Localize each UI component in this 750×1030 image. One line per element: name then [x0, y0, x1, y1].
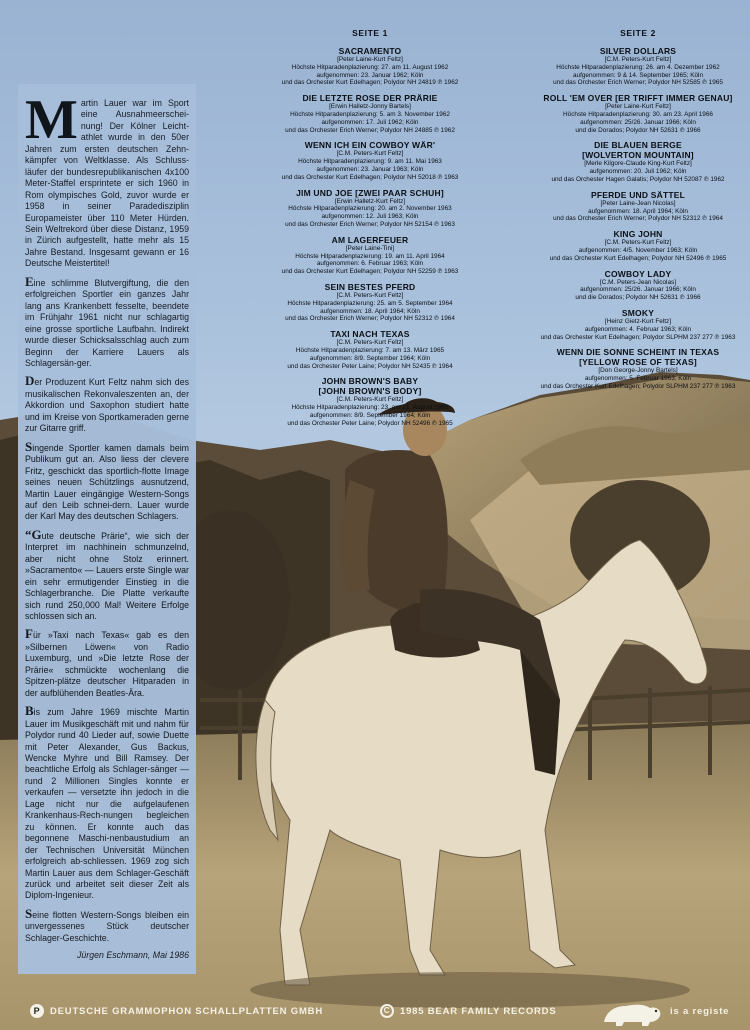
track-credit-line: aufgenommen: 9 & 14. September 1965; Köln	[572, 71, 704, 79]
track-credit-line: aufgenommen: 6. Februar 1963; Köln	[316, 260, 424, 268]
track-credit-line: [C.M. Peters-Kurt Feltz]	[604, 239, 672, 247]
track-credit-line: aufgenommen: 25/26. Januar 1966; Köln	[580, 286, 696, 294]
track-credit-line: aufgenommen: 12. Juli 1963; Köln	[321, 213, 419, 221]
track-credit-line: Höchste Hitparadenplazierung: 5. am 3. November 1962	[290, 110, 450, 118]
track-credit-line: [C.M. Peters-Kurt Feltz]	[336, 396, 404, 404]
track-entry	[523, 347, 750, 390]
track-credit-line: [Peter Laine-Jean Nicolas]	[600, 199, 676, 207]
track-credit-line: [Peter Laine-Kurt Feltz]	[337, 56, 403, 63]
track-title: DIE LETZTE ROSE DER PRÄRIE	[302, 93, 438, 104]
track-credit-line: Höchste Hitparadenplazierung: 9. am 11. Mai 1963	[298, 158, 442, 166]
track-credit-line: und das Orchester Kurt Edelhagen; Polydor NH 52018 ℗ 1963	[281, 173, 459, 181]
track-credit-line: [Peter Laine-Tini]	[345, 244, 395, 252]
track-credit-line: [Erwin Halletz-Jonny Bartels]	[329, 103, 411, 111]
track-credit-line: und das Orchester Kurt Edelhagen; Polydor NH 52259 ℗ 1963	[281, 268, 459, 276]
track-credit-line: Höchste Hitparadenplazierung: 26. am 4. Dezember 1962	[556, 63, 720, 71]
track-credit-line: aufgenommen: 18. April 1964; Köln	[320, 307, 420, 315]
track-credit-line: [Peter Laine-Kurt Feltz]	[605, 103, 671, 111]
track-credit-line: aufgenommen: 4. Februar 1963; Köln	[584, 325, 692, 333]
author-signature: Jürgen Eschmann, Mai 1986	[77, 950, 189, 961]
track-entry	[523, 308, 750, 341]
track-credit-line: und das Orchester Peter Laine; Polydor NH 52435 ℗ 1964	[287, 362, 453, 370]
side2-tracklist	[523, 28, 750, 397]
track-entry	[255, 140, 485, 181]
track-credit-line: [C.M. Peters-Kurt Feltz]	[604, 56, 672, 63]
track-title: COWBOY LADY	[604, 268, 672, 279]
track-credit-line: aufgenommen: 8/9. September 1964; Köln	[309, 411, 431, 419]
track-credit-line: Höchste Hitparadenplazierung: 23. am 21. August 1965	[291, 404, 449, 412]
side1-title: SEITE 1	[352, 28, 388, 38]
track-credit-line: und das Orchester Peter Laine; Polydor NH 52496 ℗ 1965	[287, 419, 453, 427]
track-title: DIE BLAUEN BERGE [WOLVERTON MOUNTAIN]	[582, 140, 694, 161]
track-credit-line: [Don George-Jonny Bartels]	[598, 367, 678, 375]
copyright-icon: C	[380, 1004, 394, 1018]
track-title: TAXI NACH TEXAS	[330, 329, 410, 340]
track-entry	[255, 188, 485, 229]
track-credit-line: aufgenommen: 17. Juli 1962; Köln	[321, 118, 419, 126]
track-entry	[255, 46, 485, 87]
track-title: SMOKY	[621, 307, 655, 318]
bio-paragraph: Seine flotten Western-Songs bleiben ein unvergessenes Stück deutscher Schlager-Geschichte.	[25, 905, 189, 943]
track-credit-line: und das Orchester Erich Werner; Polydor NH 24885 ℗ 1962	[285, 126, 455, 134]
track-title: SEIN BESTES PFERD	[324, 281, 416, 292]
track-entry	[523, 140, 750, 183]
track-credit-line: aufgenommen: 23. Januar 1962; Köln	[316, 71, 424, 79]
track-title: WENN DIE SONNE SCHEINT IN TEXAS [YELLOW ROSE OF TEXAS]	[556, 347, 720, 368]
biography-panel	[18, 84, 196, 974]
track-credit-line: und das Orchester Kurt Edelhagen; Polydor SLPHM 237 277 ℗ 1963	[540, 382, 736, 390]
track-credit-line: [C.M. Peters-Kurt Feltz]	[336, 339, 404, 347]
track-credit-line: [Merle Kilgore-Claude King-Kurt Feltz]	[584, 160, 692, 168]
bear-family-logo-icon	[600, 998, 666, 1028]
track-credit-line: [Heinz Gietz-Kurt Feltz]	[604, 317, 672, 325]
track-credit-line: und die Dorados; Polydor NH 52631 ℗ 1966	[575, 126, 701, 134]
bio-paragraph: Eine schlimme Blutvergiftung, die den erfolgreichen Sportler ein ganzes Jahr lang ans Krankenbett fesselte, beendete im Frühjahr 1961 nicht nur schlagartig eine grosse sportliche Laufbahn. Indirekt wurde dieser Schicksalsschlag auch zum Beginn der Karriere Lauers als Schlagersän-ger.	[25, 273, 189, 368]
track-credit-line: Höchste Hitparadenplazierung: 25. am 5. September 1964	[287, 299, 453, 307]
bio-paragraph: Singende Sportler kamen damals beim Publikum gut an. Also liess der clevere Fritz, geschickt das sportlich-flotte Image seines neuen Schützlings ausnutzend, Martin Lauer eingängige Western-Songs auf den Leib schnei-dern. Lauer wurde der Karl May des deutschen Schlagers.	[25, 438, 189, 522]
track-credit-line: aufgenommen: 23. Januar 1963; Köln	[316, 165, 424, 173]
side1-tracklist	[255, 28, 485, 434]
track-credit-line: [Erwin Halletz-Kurt Feltz]	[334, 197, 406, 205]
phonogram-icon: P	[30, 1004, 44, 1018]
track-credit-line: und das Orchester Erich Werner; Polydor NH 52312 ℗ 1964	[285, 315, 455, 323]
track-credit-line: Höchste Hitparadenplazierung: 7. am 13. März 1965	[295, 346, 445, 354]
track-credit-line: aufgenommen: 8/9. September 1964; Köln	[309, 354, 431, 362]
track-title: JOHN BROWN'S BABY [JOHN BROWN'S BODY]	[318, 376, 422, 397]
track-entry	[255, 329, 485, 370]
track-title: SACRAMENTO	[338, 46, 402, 56]
footer-label: 1985 BEAR FAMILY RECORDS	[400, 1006, 557, 1017]
track-credit-line: [C.M. Peters-Jean Nicolas]	[599, 278, 676, 286]
track-title: KING JOHN	[613, 229, 663, 240]
drop-cap: M	[25, 89, 78, 151]
track-credit-line: und das Orchester Erich Werner; Polydor NH 52312 ℗ 1964	[553, 215, 723, 223]
footer-company: DEUTSCHE GRAMMOPHON SCHALLPLATTEN GMBH	[50, 1006, 323, 1017]
track-credit-line: und das Orchester Kurt Edelhagen; Polydor SLPHM 237 277 ℗ 1963	[540, 333, 736, 341]
track-credit-line: Höchste Hitparadenplazierung: 20. am 2. November 1963	[288, 205, 452, 213]
track-entry	[255, 93, 485, 134]
track-entry	[255, 282, 485, 323]
track-credit-line: Höchste Hitparadenplazierung: 30. am 23. April 1966	[563, 110, 713, 118]
track-credit-line: und das Orchester Hagen Galatis; Polydor NH 52087 ℗ 1962	[551, 175, 725, 183]
track-title: JIM UND JOE [ZWEI PAAR SCHUH]	[296, 187, 444, 198]
track-title: SILVER DOLLARS	[599, 46, 677, 56]
track-title: AM LAGERFEUER	[331, 234, 409, 245]
track-credit-line: und das Orchester Kurt Edelhagen; Polydor NH 24819 ℗ 1962	[281, 79, 459, 87]
track-credit-line: und das Orchester Erich Werner; Polydor NH 52154 ℗ 1963	[285, 220, 455, 228]
track-credit-line: aufgenommen: 25/26. Januar 1966; Köln	[580, 118, 696, 126]
track-credit-line: aufgenommen: 18. April 1964; Köln	[588, 207, 688, 215]
track-credit-line: und die Dorados; Polydor NH 52631 ℗ 1966	[575, 294, 701, 302]
bio-paragraph: Der Produzent Kurt Feltz nahm sich des musikalischen Rekonvaleszenten an, der Akkordion und Saxophon studiert hatte und im Kreise von Sportkameraden gerne zur Gitarre griff.	[25, 373, 189, 434]
side2-title: SEITE 2	[620, 28, 656, 38]
track-title: WENN ICH EIN COWBOY WÄR'	[304, 140, 436, 151]
bio-paragraph: Für »Taxi nach Texas« gab es den »Silbernen Löwen« von Radio Luxemburg, und »Die letzte Rose der Prärie« schmückte wochenlang die Spitzen-plätze deutscher Hitparaden in der aufblühenden Beatles-Ära.	[25, 626, 189, 698]
track-credit-line: [C.M. Peters-Kurt Feltz]	[336, 291, 404, 299]
bio-paragraph: “Gute deutsche Prärie“, wie sich der Interpret im nachhinein schmunzelnd, aber nicht ohne Stolz erinnert. »Sacramento« — Lauers erste Single war ein sehr ermutigender Einstieg in die Schlagerbranche. Die Platte verkaufte sich rund 250,000 Mal! Weitere Erfolge schlossen sich an.	[25, 526, 189, 622]
track-entry	[523, 46, 750, 87]
track-title: ROLL 'EM OVER [ER TRIFFT IMMER GENAU]	[543, 93, 733, 104]
track-credit-line: und das Orchester Erich Werner; Polydor NH 52585 ℗ 1965	[553, 79, 723, 87]
bio-paragraph: Bis zum Jahre 1969 mischte Martin Lauer im Musikgeschäft mit und nahm für Polydor rund 40 Lieder auf, sowie Duette mit Peter Alexander, Gus Backus, Wencke Myhre und Bill Ramsey. Der beachtliche Erfolg als Schlager-sänger — rund 2 Millionen Singles konnte er verkaufen — versetzte ihn jedoch in die Lage nicht nur die aufgelaufenen Krankenhaus-Rech-nungen begleichen zu können. Er konnte auch das begonnene Maschi-nenbaustudium an der Technischen Universität München erfolgreich ab-schliessen. 1969 zog sich Martin Lauer aus dem Schlager-Geschäft zurück und arbeitet seit dieser Zeit als Diplom-Ingenieur.	[25, 703, 189, 901]
track-entry	[255, 376, 485, 427]
bio-paragraph: Martin Lauer war im Sport eine Ausnahmeerschei-nung! Der Kölner Leicht-athlet wurde in den 50er Jahren zum ersten deutschen Zehn-kämpfer von Weltklasse. Als Schluss-läufer der bundesrepublikanischen 4x100 Meter-Staffel ersprintete er sich 1960 in Rom olympisches Gold, zuvor wurde er 1958 in seiner Paradedisziplin Europameister über 110 Meter Hürden. Sein Weltrekord über diese Distanz, 1959 in Zürich aufgestellt, hatte mehr als 15 Jahre Bestand. Insgesamt gewann er 16 Deutsche Meistertitel!	[25, 89, 189, 269]
track-entry	[523, 269, 750, 302]
track-entry	[523, 190, 750, 223]
track-credit-line: und das Orchester Kurt Edelhagen; Polydor NH 52496 ℗ 1965	[549, 254, 727, 262]
track-credit-line: Höchste Hitparadenplazierung: 27. am 11. August 1962	[291, 63, 449, 71]
track-credit-line: aufgenommen: 20. Juli 1962; Köln	[589, 168, 687, 176]
track-entry	[523, 229, 750, 262]
track-entry	[523, 93, 750, 134]
track-entry	[255, 235, 485, 276]
track-credit-line: aufgenommen: 4/5. November 1963; Köln	[578, 246, 698, 254]
footer-trademark: is a registe	[670, 1006, 730, 1017]
track-title: PFERDE UND SÄTTEL	[590, 189, 686, 200]
track-credit-line: aufgenommen: 5. Februar 1963; Köln	[584, 375, 692, 383]
track-credit-line: Höchste Hitparadenplazierung: 19. am 11. April 1964	[295, 252, 445, 260]
track-credit-line: [C.M. Peters-Kurt Feltz]	[336, 150, 404, 158]
footer-credits	[0, 996, 750, 1030]
